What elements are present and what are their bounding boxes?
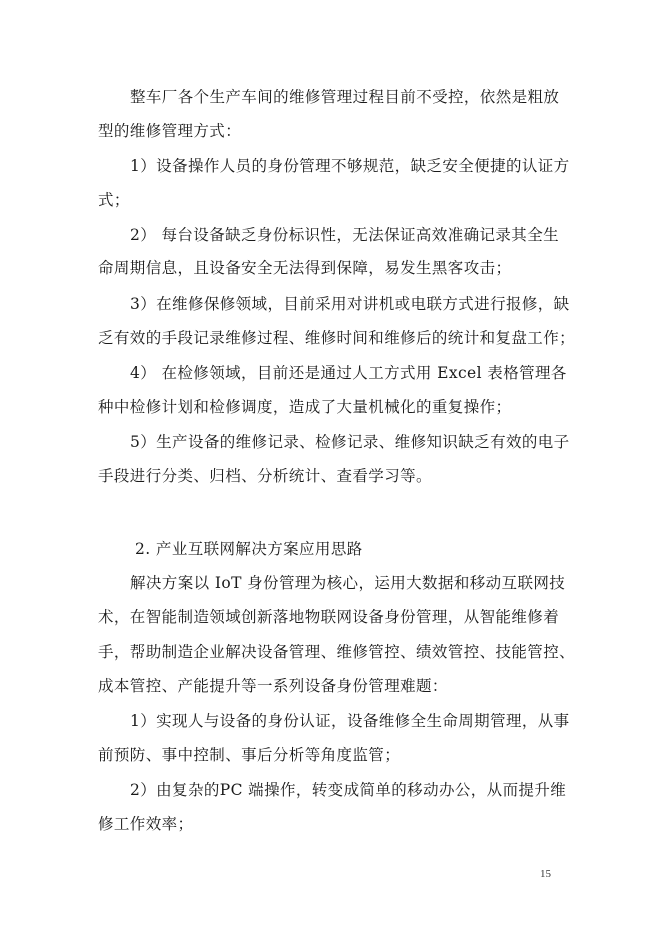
list-item-line: 前预防、事中控制、事后分析等角度监管； <box>98 746 401 764</box>
paragraph-line: 型的维修管理方式： <box>98 122 242 140</box>
list-item-line: 1）设备操作人员的身份管理不够规范，缺乏安全便捷的认证方 <box>130 157 570 175</box>
list-item-line: 5）生产设备的维修记录、检修记录、维修知识缺乏有效的电子 <box>130 433 570 451</box>
list-item-line: 1）实现人与设备的身份认证，设备维修全生命周期管理，从事 <box>130 712 570 730</box>
list-item-line: 修工作效率； <box>98 815 194 833</box>
list-item-line: 命周期信息，且设备安全无法得到保障，易发生黑客攻击； <box>98 259 512 277</box>
paragraph-line: 成本管控、产能提升等一系列设备身份管理难题： <box>98 677 448 695</box>
list-item-line: 乏有效的手段记录维修过程、维修时间和维修后的统计和复盘工作； <box>98 329 576 347</box>
list-item-line: 4） 在检修领域，目前还是通过人工方式用 Excel 表格管理各 <box>130 364 567 382</box>
list-item-line: 手段进行分类、归档、分析统计、查看学习等。 <box>98 467 432 485</box>
paragraph-line: 手，帮助制造企业解决设备管理、维修管控、绩效管控、技能管控、 <box>98 643 576 661</box>
paragraph-line: 整车厂各个生产车间的维修管理过程目前不受控，依然是粗放 <box>130 88 560 106</box>
page-number: 15 <box>540 868 551 880</box>
paragraph-line: 解决方案以 IoT 身份管理为核心，运用大数据和移动互联网技 <box>130 574 566 592</box>
list-item-line: 种中检修计划和检修调度，造成了大量机械化的重复操作； <box>98 398 512 416</box>
list-item-line: 2）由复杂的PC 端操作，转变成简单的移动办公，从而提升维 <box>130 781 567 799</box>
paragraph-line: 术，在智能制造领域创新落地物联网设备身份管理，从智能维修着 <box>98 608 560 626</box>
list-item-line: 式； <box>98 191 130 209</box>
list-item-line: 3）在维修保修领域，目前采用对讲机或电联方式进行报修，缺 <box>130 295 570 313</box>
list-item-line: 2） 每台设备缺乏身份标识性，无法保证高效准确记录其全生 <box>130 226 559 244</box>
section-heading: 2. 产业互联网解决方案应用思路 <box>135 540 363 558</box>
